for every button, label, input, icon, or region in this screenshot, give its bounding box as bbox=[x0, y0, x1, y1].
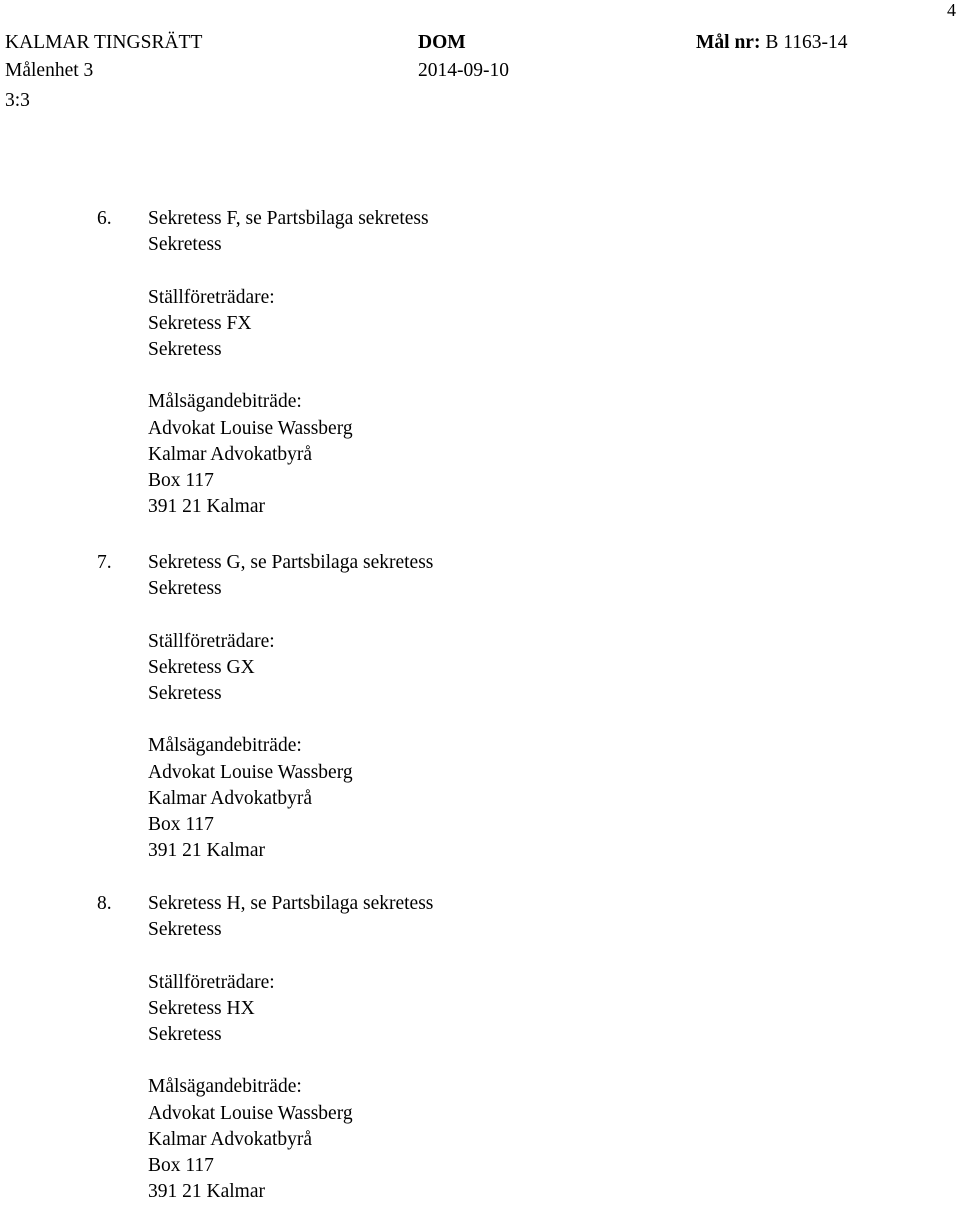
counsel-firm: Kalmar Advokatbyrå bbox=[148, 787, 313, 809]
counsel-box: Box 117 bbox=[148, 1154, 214, 1176]
case-number bbox=[696, 30, 847, 56]
counsel-firm: Kalmar Advokatbyrå bbox=[148, 443, 313, 465]
party-details bbox=[148, 550, 433, 864]
counsel-name: Advokat Louise Wassberg bbox=[148, 417, 353, 439]
counsel-label: Målsägandebiträde: bbox=[148, 735, 302, 757]
guardian-label: Ställföreträdare: bbox=[148, 286, 275, 308]
counsel-label: Målsägandebiträde: bbox=[148, 1076, 302, 1098]
counsel-name: Advokat Louise Wassberg bbox=[148, 761, 353, 783]
guardian-name: Sekretess FX bbox=[148, 312, 252, 334]
page-number: 4 bbox=[947, 0, 956, 20]
party-title-sub: Sekretess bbox=[148, 234, 222, 256]
counsel-city: 391 21 Kalmar bbox=[148, 840, 265, 862]
counsel-box: Box 117 bbox=[148, 813, 214, 835]
document-type: DOM bbox=[418, 32, 466, 53]
guardian-name: Sekretess HX bbox=[148, 997, 255, 1019]
party-title: Sekretess H, se Partsbilaga sekretess bbox=[148, 893, 434, 914]
guardian-sub: Sekretess bbox=[148, 338, 222, 360]
counsel-box: Box 117 bbox=[148, 469, 214, 491]
party-number: 8. bbox=[97, 893, 112, 914]
court-name: KALMAR TINGSRÄTT bbox=[5, 32, 203, 53]
counsel-name: Advokat Louise Wassberg bbox=[148, 1102, 353, 1124]
party-number: 6. bbox=[97, 208, 112, 229]
document-date: 2014-09-10 bbox=[418, 60, 509, 81]
party-details bbox=[148, 206, 429, 520]
counsel-city: 391 21 Kalmar bbox=[148, 496, 265, 518]
party-details bbox=[148, 891, 433, 1205]
party-title: Sekretess F, se Partsbilaga sekretess bbox=[148, 208, 429, 229]
counsel-firm: Kalmar Advokatbyrå bbox=[148, 1128, 313, 1150]
guardian-name: Sekretess GX bbox=[148, 656, 255, 678]
party-title: Sekretess G, se Partsbilaga sekretess bbox=[148, 552, 434, 573]
guardian-label: Ställföreträdare: bbox=[148, 630, 275, 652]
case-number-value: B 1163-14 bbox=[765, 32, 848, 53]
counsel-label: Målsägandebiträde: bbox=[148, 391, 302, 413]
guardian-sub: Sekretess bbox=[148, 682, 222, 704]
party-number: 7. bbox=[97, 552, 112, 573]
guardian-sub: Sekretess bbox=[148, 1023, 222, 1045]
court-unit: Målenhet 3 bbox=[5, 60, 94, 81]
party-title-sub: Sekretess bbox=[148, 919, 222, 941]
case-number-label: Mål nr: bbox=[696, 32, 761, 53]
party-title-sub: Sekretess bbox=[148, 578, 222, 600]
counsel-city: 391 21 Kalmar bbox=[148, 1181, 265, 1203]
document-reference: 3:3 bbox=[5, 90, 30, 111]
guardian-label: Ställföreträdare: bbox=[148, 971, 275, 993]
